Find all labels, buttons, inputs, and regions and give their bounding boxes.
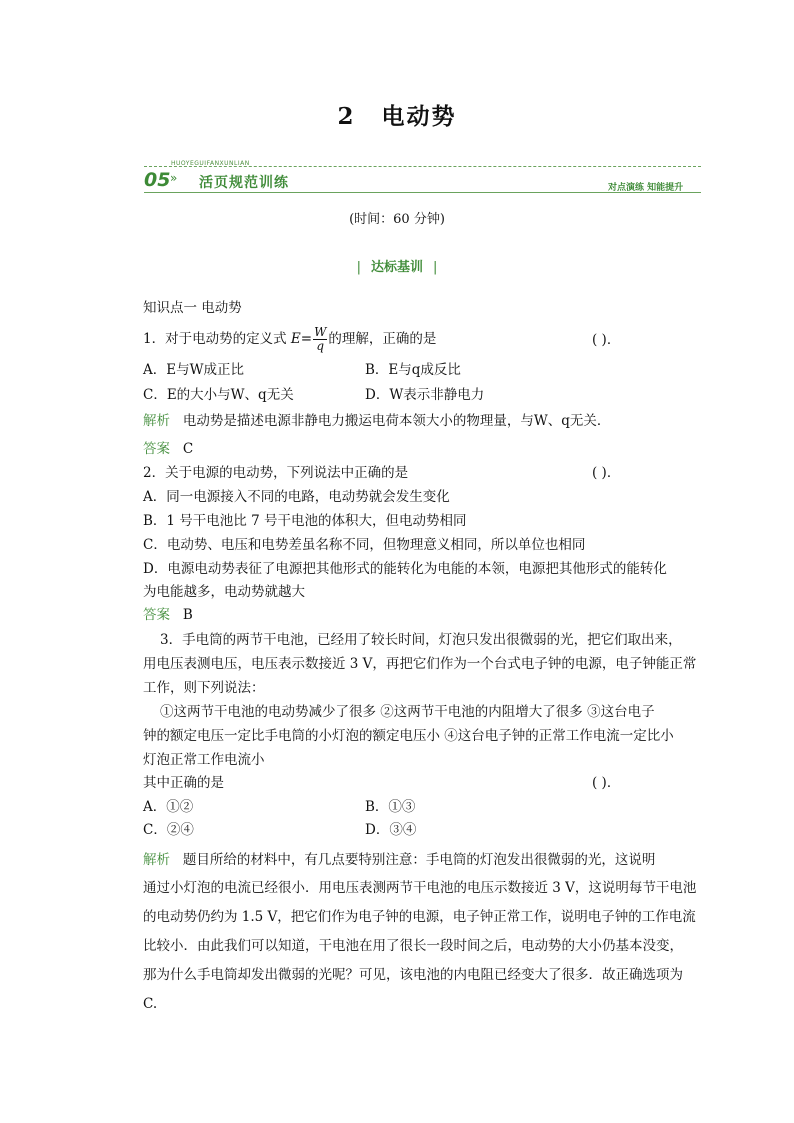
q3-ask: 其中正确的是 xyxy=(143,775,224,791)
section-label: 达标基训 xyxy=(370,260,423,275)
q3-analysis-line4: 比较小．由此我们可以知道，干电池在用了很长一段时间之后，电动势的大小仍基本没变， xyxy=(143,938,683,954)
q2-option-d-line1: D．电源电动势表征了电源把其他形式的能转化为电能的本领，电源把其他形式的能转化 xyxy=(143,561,667,577)
q2-option-c: C．电动势、电压和电势差虽名称不同，但物理意义相同，所以单位也相同 xyxy=(143,537,586,553)
q3-stem-line3: 工作，则下列说法： xyxy=(143,680,265,696)
q2-option-d-line2: 为电能越多，电动势就越大 xyxy=(143,584,305,600)
q1-answer-label: 答案 xyxy=(143,441,170,457)
q1-analysis-text: 电动势是描述电源非静电力搬运电荷本领大小的物理量，与W、q无关． xyxy=(182,413,611,429)
q1-var-e: E xyxy=(290,331,301,347)
time-note: (时间：60 分钟) xyxy=(349,212,445,227)
chevron-right-icon: » xyxy=(170,171,178,185)
q2-option-b: B．1 号干电池比 7 号干电池的体积大，但电动势相同 xyxy=(143,513,467,529)
q3-analysis-line3: 的电动势仍约为 1.5 V，把它们作为电子钟的电源，电子钟正常工作，说明电子钟的工作电流 xyxy=(143,909,696,925)
q3-answer-blank: ( )． xyxy=(592,775,621,791)
q1-stem-b: 的理解，正确的是 xyxy=(328,331,437,347)
q2-stem: 2．关于电源的电动势，下列说法中正确的是 xyxy=(143,465,409,481)
q1-answer-value: C xyxy=(182,441,194,457)
q2-answer xyxy=(143,603,193,627)
q1-analysis xyxy=(143,409,610,433)
section-heading xyxy=(0,256,794,275)
q1-answer-blank: ( )． xyxy=(592,332,621,348)
banner-right-label: 对点演练 知能提升 xyxy=(608,183,684,193)
q2-answer-value: B xyxy=(182,607,193,623)
q3-analysis-label: 解析 xyxy=(143,852,170,868)
banner-pinyin: HUOYEGUIFANXUNLIAN xyxy=(171,160,250,167)
q1-stem xyxy=(143,326,436,353)
q3-analysis-line2: 通过小灯泡的电流已经很小．用电压表测两节干电池的电压示数接近 3 V，这说明每节干电池 xyxy=(143,880,697,896)
q3-item-line3: 灯泡正常工作电流小 xyxy=(143,752,265,768)
title-number: 2 xyxy=(337,103,356,130)
q3-option-c: C．②④ xyxy=(143,822,194,838)
q3-option-b: B．①③ xyxy=(365,799,416,815)
q1-answer xyxy=(143,437,193,461)
q1-analysis-label: 解析 xyxy=(143,413,170,429)
page-title xyxy=(0,98,794,131)
q3-analysis-text1: 题目所给的材料中，有几点要特别注意：手电筒的灯泡发出很微弱的光，这说明 xyxy=(182,852,656,868)
q3-item-line1: ①这两节干电池的电动势减少了很多 ②这两节干电池的内阻增大了很多 ③这台电子 xyxy=(160,704,655,720)
q2-answer-label: 答案 xyxy=(143,607,170,623)
q3-stem-line1: 3．手电筒的两节干电池，已经用了较长时间，灯泡只发出很微弱的光，把它们取出来， xyxy=(160,632,682,648)
q1-option-a: A．E与W成正比 xyxy=(143,362,244,378)
banner-label: 活页规范训练 xyxy=(199,175,289,191)
q1-fraction xyxy=(313,326,327,353)
q2-answer-blank: ( )． xyxy=(592,465,621,481)
banner-badge: 05 xyxy=(144,169,171,191)
q3-stem-line2: 用电压表测电压，电压表示数接近 3 V，再把它们作为一个台式电子钟的电源，电子钟能正常 xyxy=(143,656,697,672)
section-bar-left: | xyxy=(356,260,361,275)
q1-frac-num: W xyxy=(314,325,327,339)
title-text: 电动势 xyxy=(381,103,457,130)
q1-option-b: B．E与q成反比 xyxy=(365,362,461,378)
q3-option-a: A．①② xyxy=(143,799,194,815)
q3-analysis-line5: 那为什么手电筒却发出微弱的光呢？可见，该电池的内电阻已经变大了很多．故正确选项为 xyxy=(143,967,683,983)
q1-eq: = xyxy=(300,331,313,347)
q3-analysis-line1 xyxy=(143,848,655,872)
q1-frac-den: q xyxy=(316,339,325,353)
q1-stem-a: 1．对于电动势的定义式 xyxy=(143,331,291,347)
section-bar-right: | xyxy=(433,260,438,275)
q1-option-c: C．E的大小与W、q无关 xyxy=(143,387,294,403)
q3-option-d: D．③④ xyxy=(365,822,417,838)
q1-option-d: D．W表示非静电力 xyxy=(365,387,485,403)
q3-item-line2: 钟的额定电压一定比手电筒的小灯泡的额定电压小 ④这台电子钟的正常工作电流一定比小 xyxy=(143,728,674,744)
q2-option-a: A．同一电源接入不同的电路，电动势就会发生变化 xyxy=(143,489,450,505)
q3-analysis-line6: C. xyxy=(143,996,158,1012)
knowledge-point-heading: 知识点一 电动势 xyxy=(143,300,242,316)
